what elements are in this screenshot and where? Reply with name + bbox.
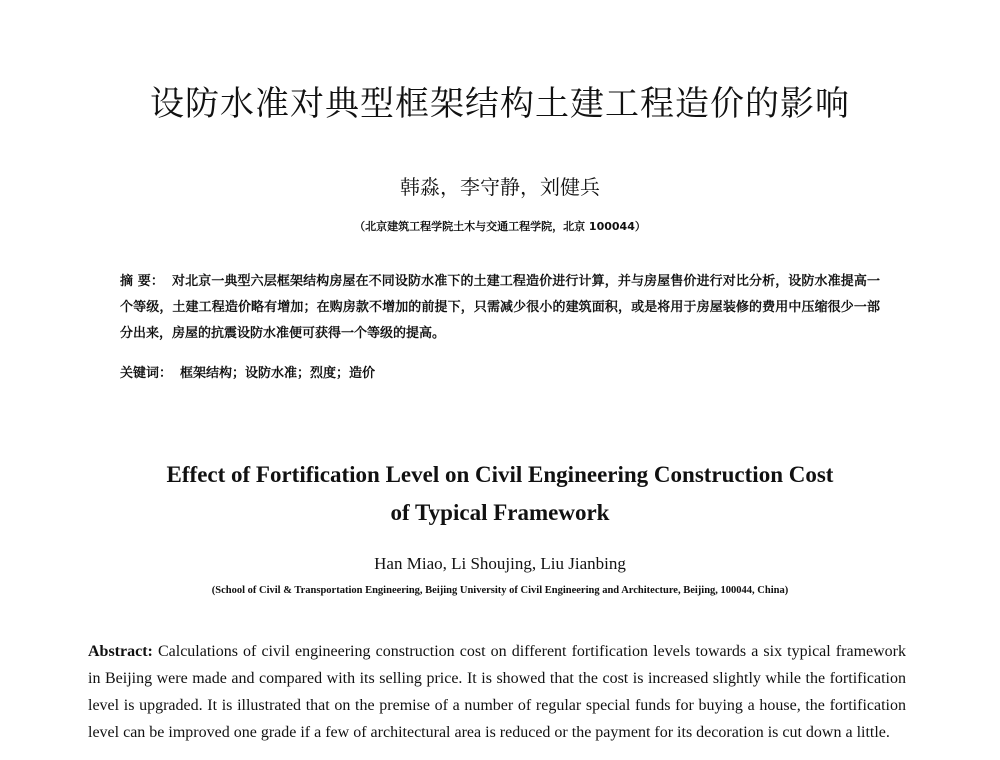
english-affiliation: (School of Civil & Transportation Engineering, Beijing University of Civil Engineering and Architecture, Beijing, 100044, China): [211, 585, 789, 596]
english-abstract-label: Abstract:: [88, 643, 153, 660]
chinese-abstract-text: 对北京一典型六层框架结构房屋在不同设防水准下的土建工程造价进行计算，并与房屋售价进行对比分析，设防水准提高一个等级，土建工程造价略有增加；在购房款不增加的前提下，只需减少很小的建筑面积，或是将用于房屋装修的费用中压缩很少一部分出来，房屋的抗震设防水准便可获得一个等级的提高。: [120, 274, 880, 341]
english-abstract: [88, 638, 906, 746]
chinese-keywords-label: 关键词：: [120, 366, 173, 381]
chinese-keywords: [120, 362, 880, 381]
english-title-line-2: of Typical Framework: [390, 500, 610, 525]
chinese-affiliation: （北京建筑工程学院土木与交通工程学院，北京 100044）: [354, 220, 646, 233]
english-authors: Han Miao, Li Shoujing, Liu Jianbing: [374, 554, 626, 573]
chinese-keywords-text: 框架结构；设防水准；烈度；造价: [180, 366, 376, 381]
chinese-title: 设防水准对典型框架结构土建工程造价的影响: [150, 84, 850, 124]
chinese-abstract: [120, 269, 880, 347]
english-title: [0, 456, 1000, 532]
chinese-abstract-label: 摘 要：: [120, 274, 164, 289]
english-title-line-1: Effect of Fortification Level on Civil Engineering Construction Cost: [166, 462, 834, 487]
english-abstract-text: Calculations of civil engineering construction cost on different fortification levels towards a six typical framework in Beijing were made and compared with its selling price. It is showed that the cost is increased slightly while the fortification level is upgraded. It is illustrated that on the premise of a number of regular special funds for buying a house, the fortification level can be improved one grade if a few of architectural area is reduced or the payment for its decoration is cut down a little.: [88, 643, 906, 741]
chinese-authors: 韩淼，李守静，刘健兵: [400, 175, 600, 199]
